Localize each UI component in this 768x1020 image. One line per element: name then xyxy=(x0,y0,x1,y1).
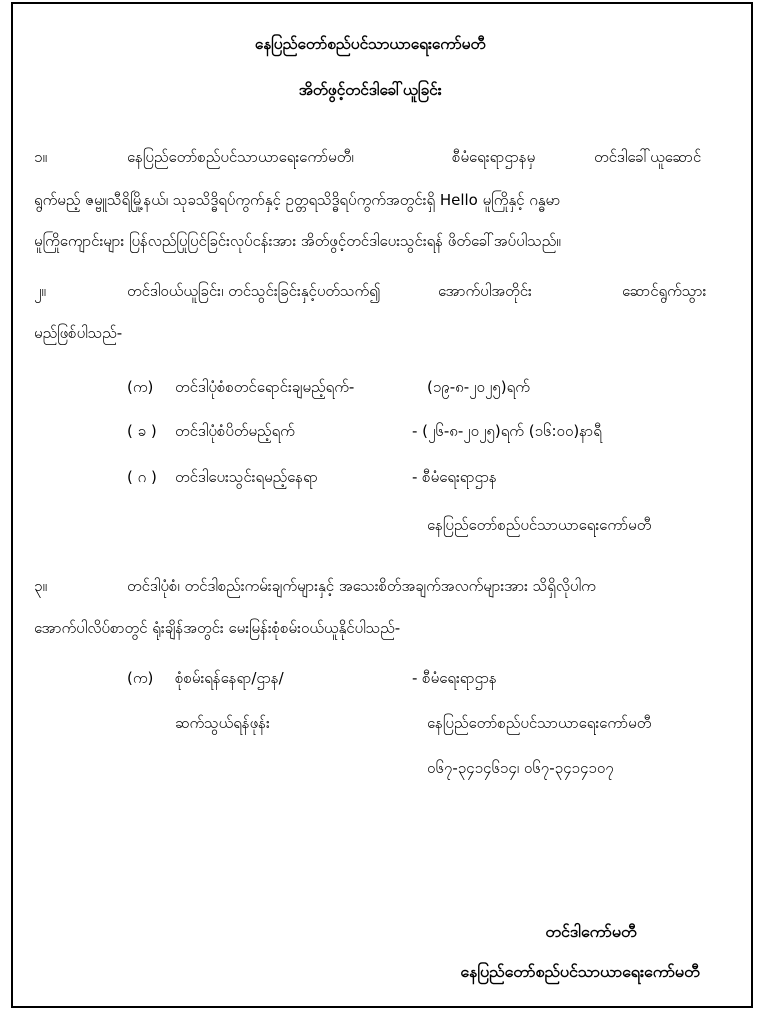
section-2-item-b-mark: ( ခ ) xyxy=(127,422,157,440)
section-3-line1: တင်ဒါပုံစံ၊ တင်ဒါစည်းကမ်းချက်များနှင့် အသေးစိတ်အချက်အလက်များအား သိရှိလိုပါက xyxy=(127,577,596,595)
section-3-item-a-value1: - စီမံရေးရာဌာန xyxy=(412,669,497,687)
section-1-line3: မူကြိုကျောင်းများ ပြန်လည်ပြုပြင်ခြင်းလုပ်ငန်းအား အိတ်ဖွင့်တင်ဒါပေးသွင်းရန် ဖိတ်ခေါ်အပ်ပါသည်။ xyxy=(34,232,561,250)
section-1-line1-b: စီမံရေးရာဌာနမှ xyxy=(452,148,536,166)
section-2-item-a-mark: (က) xyxy=(127,378,154,396)
section-2-line1-a: တင်ဒါဝယ်ယူခြင်း၊ တင်သွင်းခြင်းနှင့်ပတ်သက်၍ xyxy=(127,282,381,300)
section-1-line1-a: နေပြည်တော်စည်ပင်သာယာရေးကော်မတီ၊ xyxy=(127,148,354,166)
section-3-number: ၃။ xyxy=(34,577,47,595)
document-title: အိတ်ဖွင့်တင်ဒါခေါ်ယူခြင်း xyxy=(298,80,442,99)
section-2-line1-b: အောက်ပါအတိုင်း xyxy=(438,282,532,300)
section-2-item-c-mark: ( ဂ ) xyxy=(127,468,157,486)
section-2-number: ၂။ xyxy=(34,282,46,300)
section-1-line1-c: တင်ဒါခေါ်ယူဆောင် xyxy=(594,148,702,166)
section-3-line2: အောက်ပါလိပ်စာတွင် ရုံးချိန်အတွင်း မေးမြန်းစုံစမ်းဝယ်ယူနိုင်ပါသည်- xyxy=(34,619,401,637)
section-3-item-a-mark: (က) xyxy=(127,669,154,687)
section-2-line2: မည်ဖြစ်ပါသည်- xyxy=(34,324,123,342)
section-1-number: ၁။ xyxy=(34,148,47,166)
section-1-line2: ရွက်မည့် ဇမ္ဗူသီရိမြို့နယ်၊ သုခသိဒ္ဓိရပ်ကွက်နှင့် ဥတ္တရသိဒ္ဓိရပ်ကွက်အတွင်းရှိ Hello မူကြိုနှင့် ဂန္ဓမာ xyxy=(34,191,561,209)
section-3-item-a-label2: ဆက်သွယ်ရန်ဖုန်း xyxy=(175,714,270,732)
section-2-item-a-value: (၁၉-၈-၂၀၂၅)ရက် xyxy=(427,378,530,396)
signature-organization: နေပြည်တော်စည်ပင်သာယာရေးကော်မတီ xyxy=(460,962,700,981)
section-2-item-c-value: - စီမံရေးရာဌာန xyxy=(412,468,497,486)
section-2-line1-c: ဆောင်ရွက်သွား xyxy=(622,282,707,300)
section-2-item-b-value: - (၂၆-၈-၂၀၂၅)ရက် (၁၆:၀၀)နာရီ xyxy=(412,422,602,440)
signature-committee: တင်ဒါကော်မတီ xyxy=(545,922,637,941)
section-2-item-a-label: တင်ဒါပုံစံစတင်ရောင်းချမည့်ရက်- xyxy=(175,378,355,396)
section-2-item-c-label: တင်ဒါပေးသွင်းရမည့်နေရာ xyxy=(175,468,318,486)
section-3-item-a-label1: စုံစမ်းရန်နေရာ/ဌာန/ xyxy=(175,669,284,687)
organization-heading: နေပြည်တော်စည်ပင်သာယာရေးကော်မတီ xyxy=(254,34,486,53)
section-2-item-c-value2: နေပြည်တော်စည်ပင်သာယာရေးကော်မတီ xyxy=(427,516,652,534)
section-2-item-b-label: တင်ဒါပုံစံပိတ်မည့်ရက် xyxy=(175,422,295,440)
section-3-item-a-value2: နေပြည်တော်စည်ပင်သာယာရေးကော်မတီ xyxy=(427,714,652,732)
section-3-item-a-phone: ၀၆၇-၃၄၁၄၆၁၄၊ ၀၆၇-၃၄၁၄၁၀၇ xyxy=(427,759,614,777)
